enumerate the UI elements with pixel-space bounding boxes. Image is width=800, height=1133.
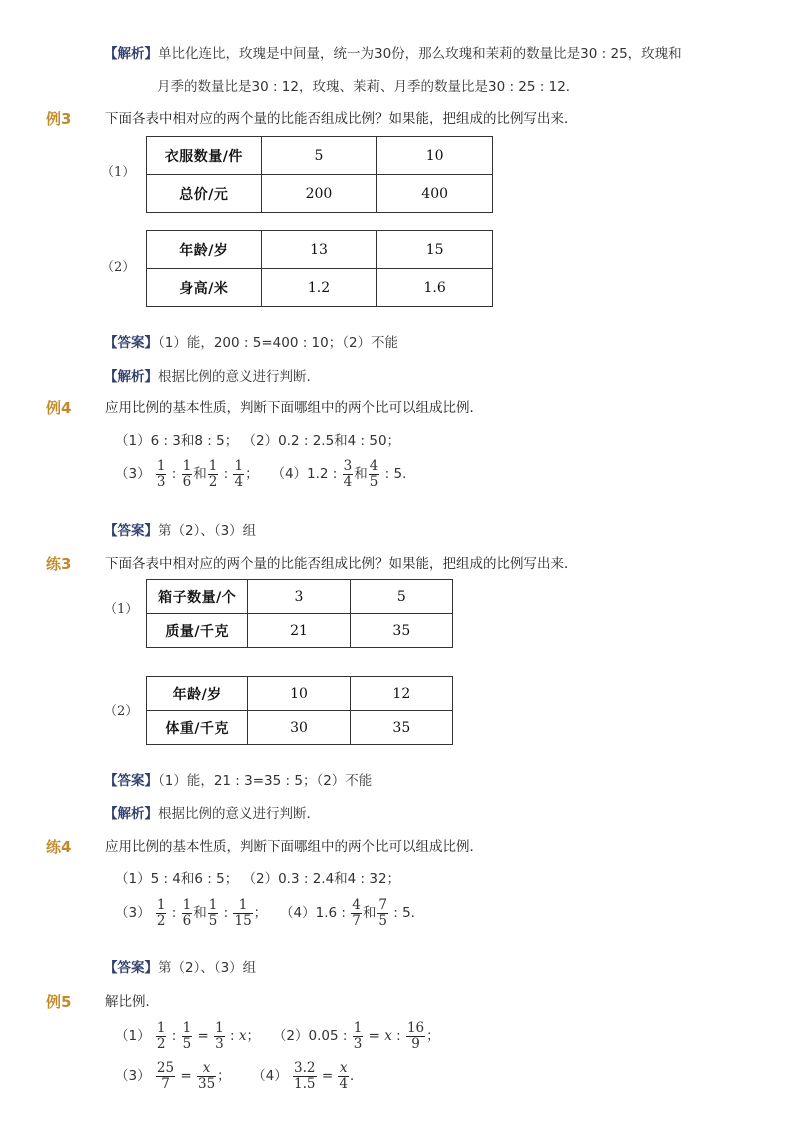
ex4-answer [104,521,256,541]
item-number: （3） [115,466,151,482]
fraction: $\frac{1}{2}$ [156,1019,166,1052]
fraction: $\frac{3.2}{1.5}$ [294,1059,316,1092]
pr4-line2 [115,896,424,930]
example-5-question: 解比例． [105,994,159,1010]
ex3-table2-index: （2） [101,260,136,275]
analysis-tag: 【解析】 [104,806,158,822]
colon: : [171,905,177,921]
item-number: （3） [115,1068,151,1084]
fraction: $\frac{1}{3}$ [215,1019,224,1052]
colon: : [396,1028,401,1044]
semicolon: ； [246,1028,261,1044]
table-cell: 30 [248,711,350,745]
prev-analysis-line1 [104,44,682,64]
ex3-table1 [146,136,493,213]
analysis-tag: 【解析】 [104,369,158,385]
table-cell: 5 [261,137,377,175]
table-cell: 35 [350,614,452,648]
table-cell: 1.2 [261,269,377,307]
fraction: $\frac{1}{3}$ [353,1019,363,1052]
ex3-answer [104,333,398,353]
table-cell: 身高/米 [147,269,262,307]
answer-tag: 【答案】 [104,523,158,539]
semicolon: ； [245,466,259,482]
item-number: （4）1.2 : [271,466,338,482]
table-cell: 年龄/岁 [147,231,262,269]
table-cell: 年龄/岁 [147,677,248,711]
colon: : [171,1028,177,1044]
fraction: $\frac{1}{2}$ [208,457,218,490]
analysis-text: 单比化连比，玫瑰是中间量，统一为30份，那么玫瑰和茉莉的数量比是30 : 25，玫瑰和 [158,46,682,62]
answer-text: （1）能，21 : 3=35 : 5；（2）不能 [158,773,373,789]
pr3-table2-index: （2） [104,704,139,719]
pr4-answer [104,958,256,978]
fraction: $\frac{1}{5}$ [182,1019,192,1052]
colon: : [171,466,177,482]
fraction: $\frac{1}{15}$ [234,896,252,929]
example-4-label: 例4 [46,399,72,417]
fraction: $\frac{1}{2}$ [156,896,166,929]
period: ． [350,1068,364,1084]
example-3-label: 例3 [46,110,72,128]
analysis-text: 根据比例的意义进行判断． [158,369,320,385]
colon: : [223,905,229,921]
practice-4-label: 练4 [46,838,72,856]
practice-3-question: 下面各表中相对应的两个量的比能否组成比例？如果能，把组成的比例写出来． [105,556,578,572]
answer-text: （1）能，200 : 5=400 : 10；（2）不能 [158,335,399,351]
example-5-label: 例5 [46,993,72,1011]
equals: = [197,1028,209,1044]
fraction: $\frac{4}{7}$ [352,896,361,929]
table-cell: 质量/千克 [147,614,248,648]
table-cell: 400 [377,175,493,213]
answer-text: 第（2）、（3）组 [158,523,257,539]
table-cell: 3 [248,580,350,614]
fraction: $\frac{x}{35}$ [197,1059,216,1092]
and-word: 和 [362,905,377,921]
fraction: $\frac{1}{6}$ [182,896,192,929]
answer-tag: 【答案】 [104,335,158,351]
table-cell: 13 [261,231,377,269]
variable-x: x [238,1028,247,1044]
ex3-table2 [146,230,493,307]
answer-tag: 【答案】 [104,960,158,976]
colon: : [223,466,229,482]
and-word: 和 [193,905,207,921]
ex5-line1 [115,1018,440,1054]
table-cell: 体重/千克 [147,711,248,745]
and-word: 和 [354,466,368,482]
table-cell: 12 [350,677,452,711]
table-cell: 10 [248,677,350,711]
tail: : 5． [393,905,425,921]
item-number: （4） [252,1068,288,1084]
analysis-text: 根据比例的意义进行判断． [158,806,320,822]
fraction: $\frac{1}{3}$ [156,457,166,490]
practice-3-label: 练3 [46,555,72,573]
semicolon: ； [426,1028,440,1044]
example-3-question: 下面各表中相对应的两个量的比能否组成比例？如果能，把组成的比例写出来． [105,111,578,127]
table-cell: 35 [350,711,452,745]
fraction: $\frac{1}{6}$ [182,457,192,490]
table-cell: 箱子数量/个 [147,580,248,614]
pr3-table1-index: （1） [104,602,139,617]
example-4-question: 应用比例的基本性质，判断下面哪组中的两个比可以组成比例． [105,400,483,416]
table-cell: 15 [377,231,493,269]
fraction: $\frac{3}{4}$ [343,457,353,490]
practice-4-question: 应用比例的基本性质，判断下面哪组中的两个比可以组成比例． [105,839,483,855]
fraction: $\frac{1}{4}$ [234,457,244,490]
item-number: （1） [115,1028,151,1044]
fraction: $\frac{7}{5}$ [378,896,387,929]
semicolon: ； [253,905,268,921]
item-number: （3） [115,905,151,921]
fraction: $\frac{16}{9}$ [406,1019,425,1052]
colon: : [230,1028,235,1044]
ex3-table1-index: （1） [101,165,136,180]
pr3-table2 [146,676,453,745]
table-cell: 10 [377,137,493,175]
table-cell: 1.6 [377,269,493,307]
table-cell: 总价/元 [147,175,262,213]
answer-text: 第（2）、（3）组 [158,960,257,976]
table-cell: 5 [350,580,452,614]
ex3-analysis [104,367,320,387]
ex4-line2 [115,457,416,491]
item-number: （4）1.6 : [280,905,346,921]
prev-analysis-line2: 月季的数量比是30 : 12，玫瑰、茉莉、月季的数量比是30 : 25 : 12． [157,79,580,95]
fraction: $\frac{4}{5}$ [369,457,379,490]
tail: : 5． [384,466,416,482]
pr3-table1 [146,579,453,648]
fraction: $\frac{25}{7}$ [156,1059,175,1092]
variable-x: x [384,1028,392,1044]
and-word: 和 [193,466,207,482]
equals: = [180,1068,192,1084]
pr3-analysis [104,804,320,824]
item-number: （2）0.05 : [272,1028,348,1044]
ex5-line2 [115,1058,364,1094]
analysis-tag: 【解析】 [104,46,158,62]
semicolon: ； [217,1068,231,1084]
fraction: $\frac{1}{5}$ [208,896,218,929]
equals: = [321,1068,334,1084]
pr4-line1: （1）5 : 4和6 : 5； （2）0.3 : 2.4和4 : 32； [115,871,401,887]
table-cell: 衣服数量/件 [147,137,262,175]
equals: = [368,1028,380,1044]
pr3-answer [104,771,372,791]
table-cell: 200 [261,175,377,213]
ex4-line1: （1）6 : 3和8 : 5； （2）0.2 : 2.5和4 : 50； [115,433,401,449]
fraction: $\frac{x}{4}$ [339,1059,349,1092]
table-cell: 21 [248,614,350,648]
answer-tag: 【答案】 [104,773,158,789]
